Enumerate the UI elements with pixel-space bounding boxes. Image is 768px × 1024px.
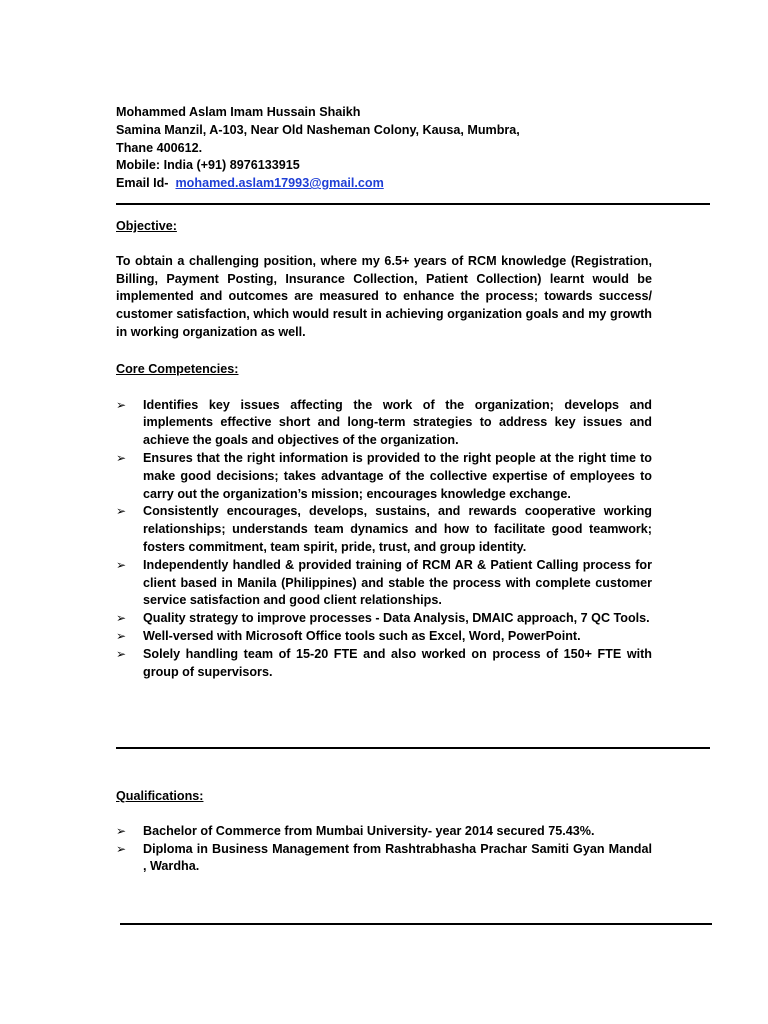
qualifications-section	[116, 788, 652, 876]
objective-section	[116, 218, 652, 342]
list-item	[116, 503, 652, 556]
competencies-heading: Core Competencies:	[116, 361, 239, 376]
competency-text: Independently handled & provided training of RCM AR & Patient Calling process for client based in Manila (Philippines) and stable the process with complete customer service satisfaction and good client relationships.	[143, 557, 652, 608]
competencies-list	[116, 397, 652, 682]
arrow-bullet-icon: ➢	[116, 504, 127, 519]
email-row	[116, 175, 652, 193]
email-label: Email Id-	[116, 176, 169, 191]
qualification-text: Bachelor of Commerce from Mumbai University- year 2014 secured 75.43%.	[143, 823, 595, 838]
competency-text: Well-versed with Microsoft Office tools such as Excel, Word, PowerPoint.	[143, 628, 581, 643]
list-item	[116, 397, 652, 450]
qualifications-list	[116, 823, 652, 876]
list-item	[116, 628, 652, 646]
divider-after-competencies	[116, 747, 710, 749]
arrow-bullet-icon: ➢	[116, 628, 127, 643]
qualifications-heading: Qualifications:	[116, 789, 204, 803]
list-item	[116, 450, 652, 503]
divider-bottom	[120, 923, 712, 925]
resume-content	[116, 104, 652, 874]
candidate-name: Mohammed Aslam Imam Hussain Shaikh	[116, 105, 361, 119]
list-item	[116, 557, 652, 610]
list-item	[116, 646, 652, 682]
address-line-2: Thane 400612.	[116, 140, 203, 155]
list-item	[116, 841, 652, 877]
list-item	[116, 823, 652, 841]
objective-heading: Objective:	[116, 218, 177, 233]
competency-text: Ensures that the right information is provided to the right people at the right time to make good decisions; takes advantage of the collective expertise of employees to carry out the organization’s mission; encourages knowledge exchange.	[143, 450, 652, 501]
email-link[interactable]: mohamed.aslam17993@gmail.com	[175, 176, 384, 191]
address-line-1: Samina Manzil, A-103, Near Old Nasheman Colony, Kausa, Mumbra,	[116, 122, 520, 137]
arrow-bullet-icon: ➢	[116, 646, 127, 661]
objective-text: To obtain a challenging position, where my 6.5+ years of RCM knowledge (Registration, Billing, Payment Posting, Insurance Collection, Patient Collection) learnt would be implemented and outcomes are measured to enhance the process; towards success/ customer satisfaction, which would result in achieving organization goals and my growth in working organization as well.	[116, 253, 652, 339]
competencies-section	[116, 361, 652, 682]
competency-text: Identifies key issues affecting the work of the organization; develops and implements effective short and long-term strategies to address key issues and achieve the goals and objectives of the organization.	[143, 397, 652, 448]
competency-text: Consistently encourages, develops, sustains, and rewards cooperative working relationships; understands team dynamics and how to facilitate good teamwork; fosters commitment, team spirit, pride, trust, and group identity.	[143, 504, 652, 554]
competency-text: Quality strategy to improve processes - Data Analysis, DMAIC approach, 7 QC Tools.	[143, 611, 650, 626]
qualification-text: Diploma in Business Management from Rashtrabhasha Prachar Samiti Gyan Mandal , Wardha.	[143, 841, 652, 874]
arrow-bullet-icon: ➢	[116, 450, 127, 465]
arrow-bullet-icon: ➢	[116, 841, 127, 856]
mobile-number: Mobile: India (+91) 8976133915	[116, 158, 300, 173]
arrow-bullet-icon: ➢	[116, 397, 127, 412]
competency-text: Solely handling team of 15-20 FTE and also worked on process of 150+ FTE with group of supervisors.	[143, 646, 652, 679]
contact-header	[116, 104, 652, 193]
arrow-bullet-icon: ➢	[116, 823, 127, 838]
arrow-bullet-icon: ➢	[116, 611, 127, 626]
arrow-bullet-icon: ➢	[116, 557, 127, 572]
list-item	[116, 610, 652, 628]
